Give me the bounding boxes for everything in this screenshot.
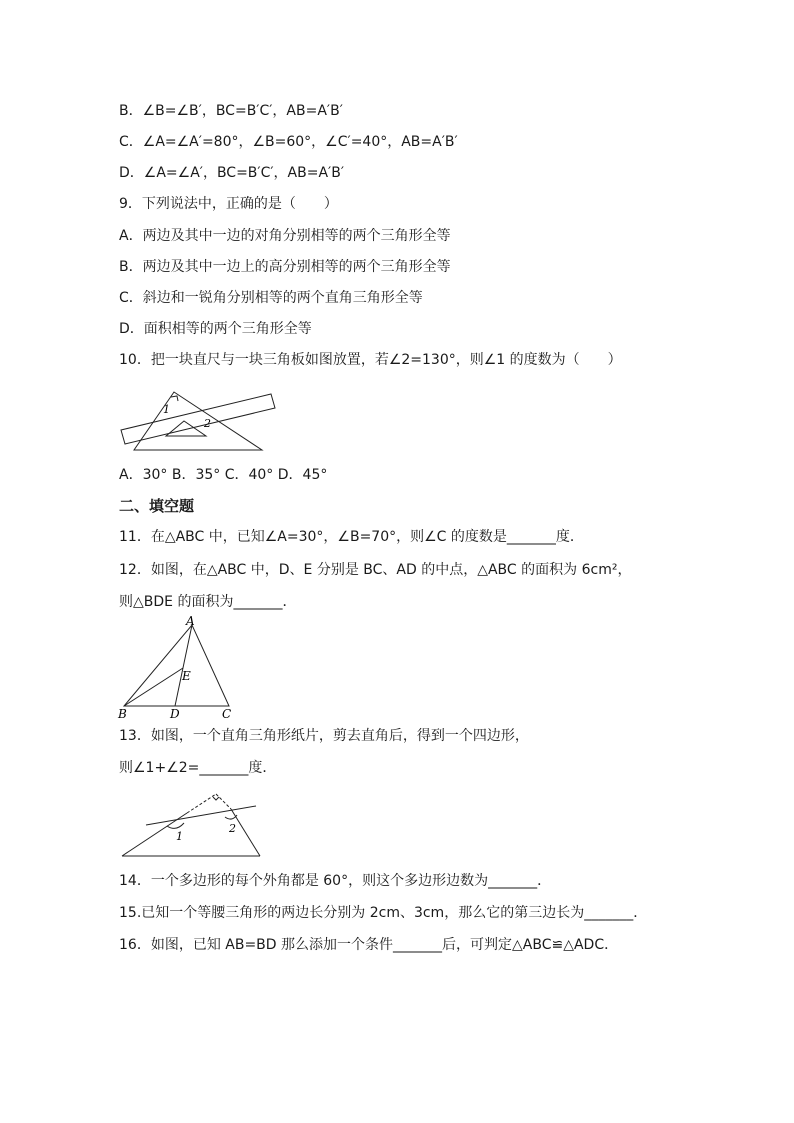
- angle-2-label: 2: [229, 822, 236, 835]
- median-ad: [175, 625, 192, 706]
- angle-1-label: 1: [163, 403, 170, 416]
- q10-stem: 10．把一块直尺与一块三角板如图放置，若∠2=130°，则∠1 的度数为（ ）: [119, 352, 622, 368]
- segment-be: [124, 668, 183, 706]
- q13-figure-cut-triangle: [118, 788, 264, 860]
- q8-option-c: C．∠A=∠A′=80°，∠B=60°，∠C′=40°，AB=A′B′: [119, 134, 458, 150]
- section-heading-fill-in: 二、填空题: [119, 497, 195, 515]
- removed-leg-1: [187, 794, 216, 813]
- set-square-hole: [166, 421, 206, 436]
- label-e: E: [182, 669, 191, 683]
- angle-2-label: 2: [204, 417, 211, 430]
- triangle-abc: [124, 625, 229, 706]
- q13-stem-line2: 则∠1+∠2=_______度．: [119, 760, 277, 776]
- q13-stem-line1: 13．如图，一个直角三角形纸片，剪去直角后，得到一个四边形，: [119, 728, 529, 744]
- q9-option-c: C．斜边和一锐角分别相等的两个直角三角形全等: [119, 290, 423, 306]
- q8-option-d: D．∠A=∠A′，BC=B′C′，AB=A′B′: [119, 165, 344, 181]
- q14-stem: 14．一个多边形的每个外角都是 60°，则这个多边形边数为_______．: [119, 873, 552, 889]
- right-angle-mark: [213, 797, 219, 800]
- q12-stem-line2: 则△BDE 的面积为_______．: [119, 594, 297, 610]
- angle-1-arc: [167, 823, 184, 828]
- right-angle-mark: [171, 396, 178, 401]
- q16-stem: 16．如图，已知 AB=BD 那么添加一个条件_______后，可判定△ABC≌△ADC．: [119, 937, 619, 953]
- q10-options: A．30° B．35° C．40° D．45°: [119, 467, 328, 483]
- q11-stem: 11．在△ABC 中，已知∠A=30°，∠B=70°，则∠C 的度数是_______度．: [119, 529, 584, 545]
- q9-option-d: D．面积相等的两个三角形全等: [119, 321, 312, 337]
- q12-figure-triangle-abc: [112, 614, 242, 722]
- q12-stem-line1: 12．如图，在△ABC 中，D、E 分别是 BC、AD 的中点，△ABC 的面积为 6cm²，: [119, 562, 632, 578]
- q9-option-a: A．两边及其中一边的对角分别相等的两个三角形全等: [119, 228, 451, 244]
- q15-stem: 15.已知一个等腰三角形的两边长分别为 2cm、3cm，那么它的第三边长为_______．: [119, 905, 648, 921]
- removed-leg-2: [216, 794, 231, 809]
- q9-stem: 9．下列说法中，正确的是（ ）: [119, 196, 338, 212]
- label-a: A: [186, 614, 195, 628]
- label-d: D: [170, 707, 180, 721]
- label-c: C: [222, 707, 232, 721]
- angle-1-label: 1: [176, 830, 183, 843]
- q8-option-b: B．∠B=∠B′，BC=B′C′，AB=A′B′: [119, 103, 343, 119]
- label-b: B: [118, 707, 127, 721]
- q9-option-b: B．两边及其中一边上的高分别相等的两个三角形全等: [119, 259, 451, 275]
- q10-figure-ruler-triangle: [118, 388, 278, 456]
